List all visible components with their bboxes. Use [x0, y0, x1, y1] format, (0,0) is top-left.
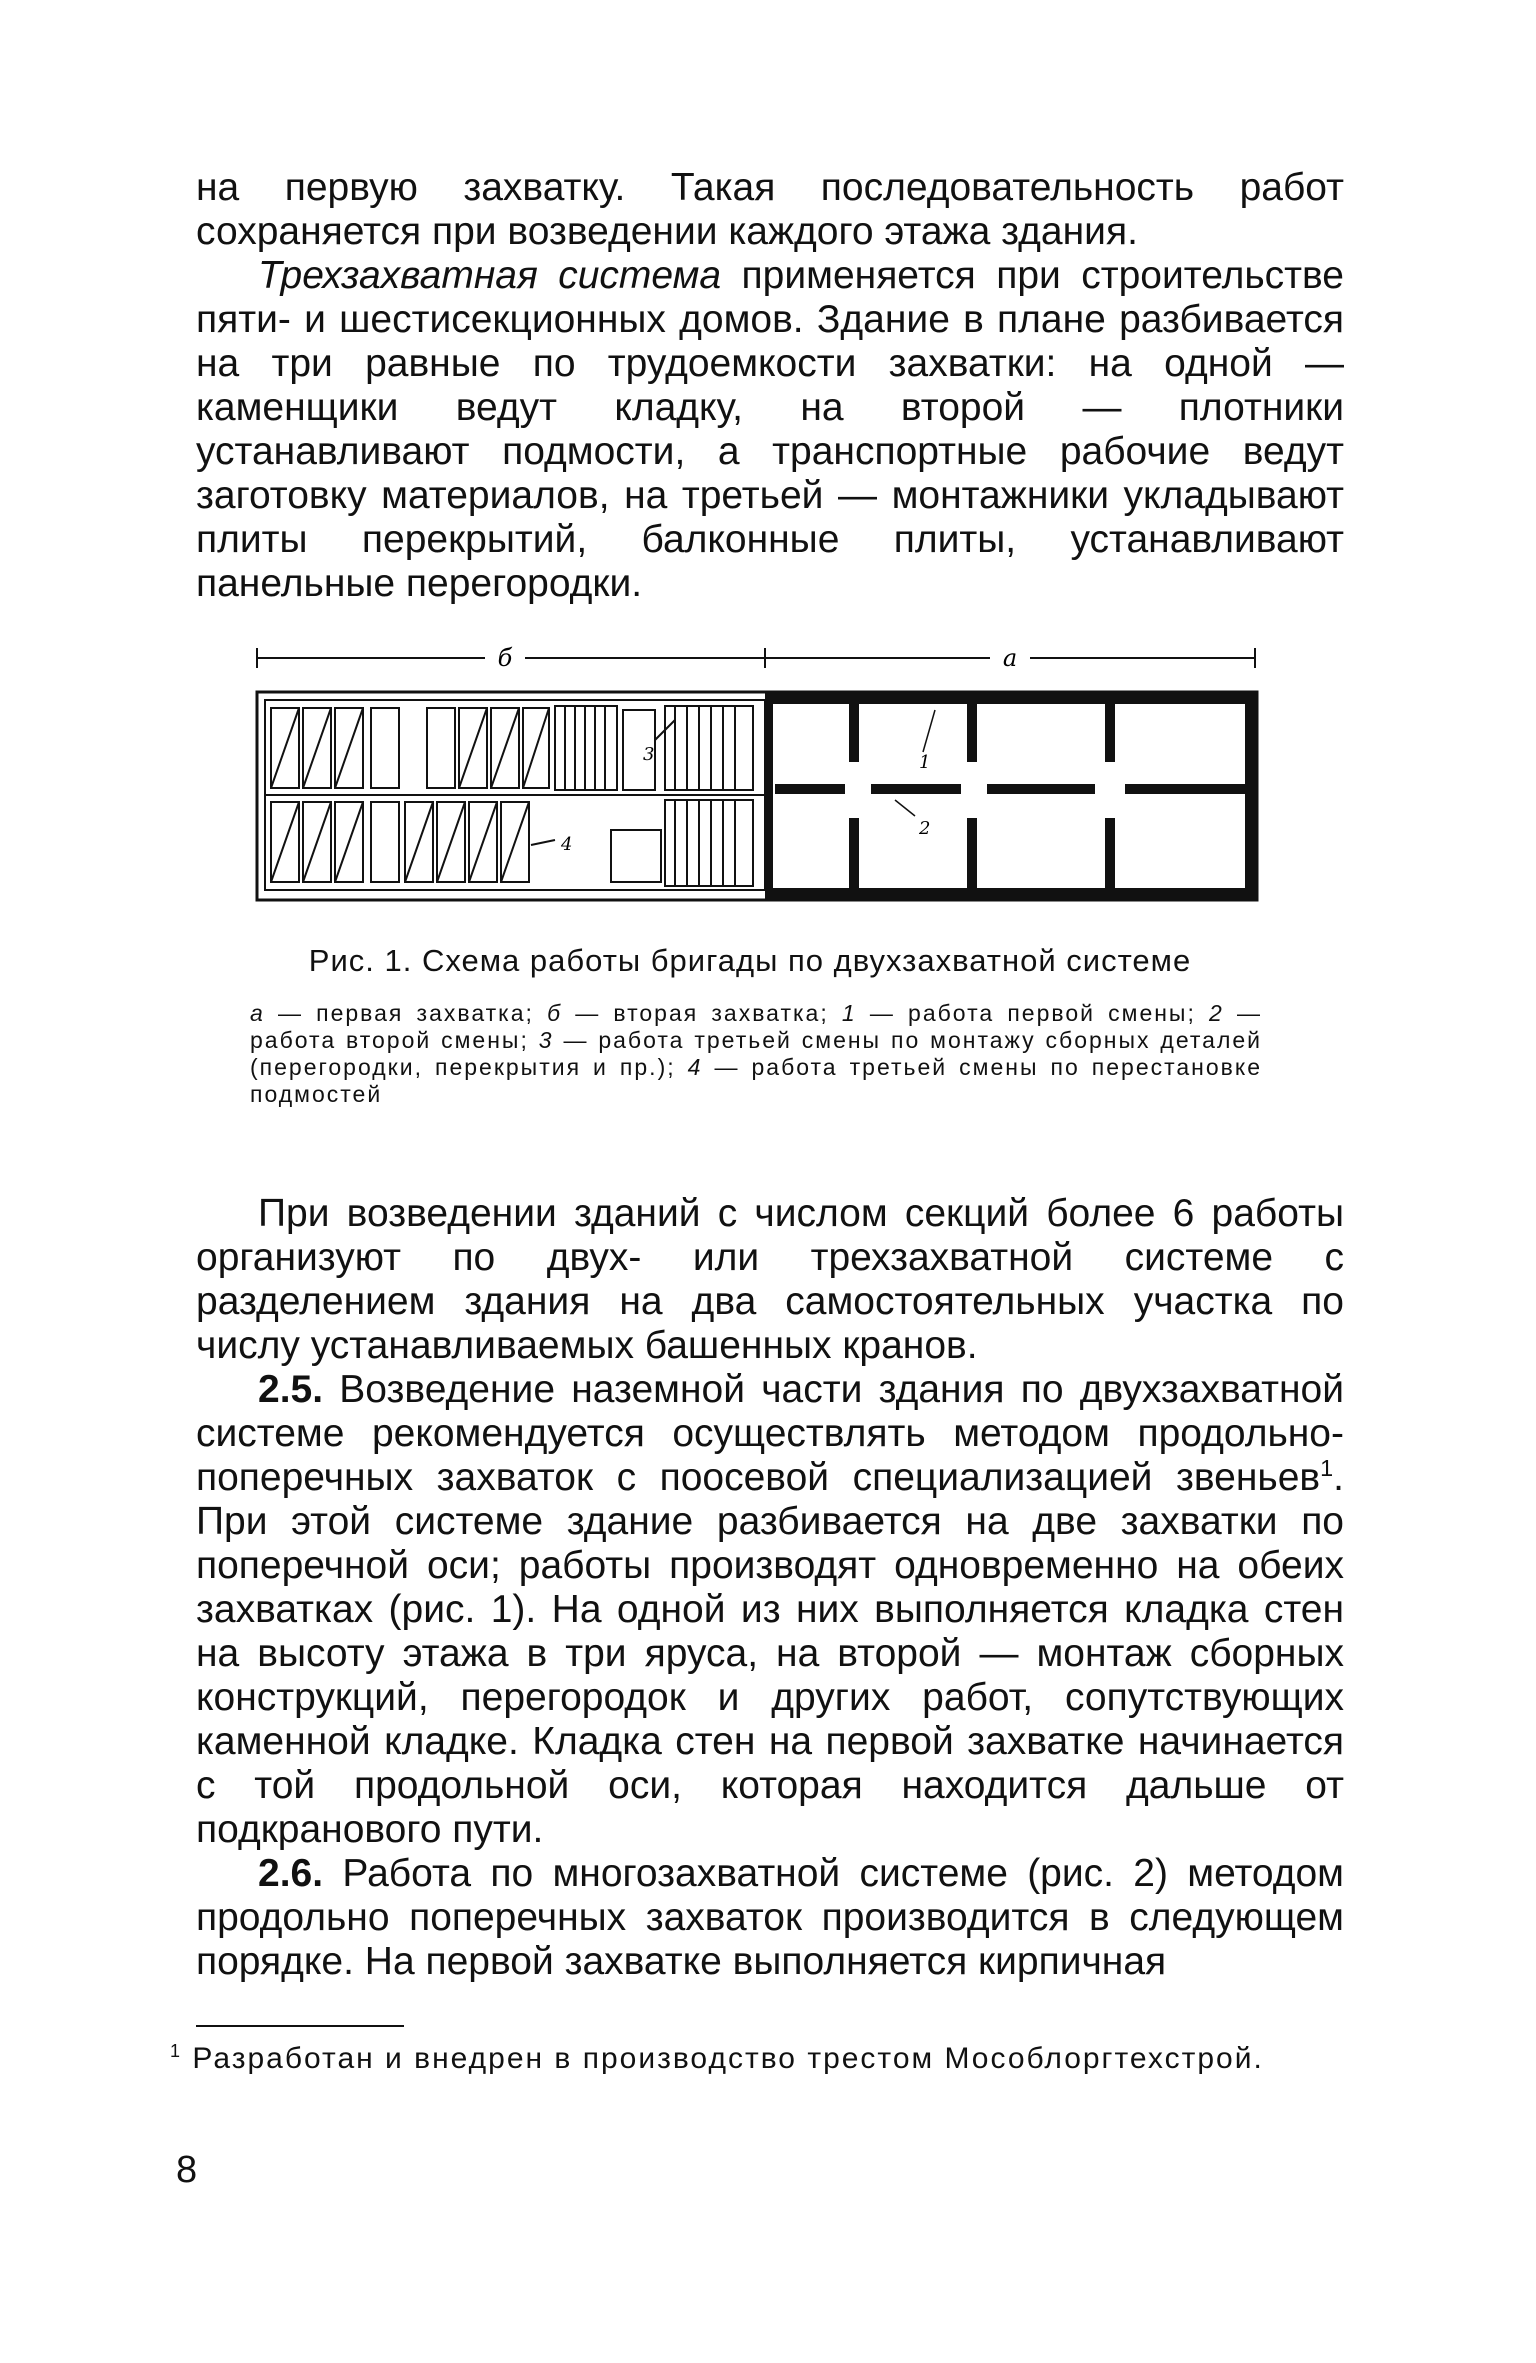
label-a: а [1002, 644, 1018, 672]
label-4: 4 [561, 834, 573, 855]
footnote-divider [196, 2025, 404, 2027]
paragraph-2-5: 2.5. Возведение наземной части здания по двухзахватной системе рекомендуется осуществлять методом продольно-поперечных захваток с поосевой специализацией звеньев$^1$. При этой системе здание разбивается на две захватки по поперечной оси; работы производят одновременно на обеих захватках (рис. 1). На одной из них выполняется кладка стен на высоту этажа в три яруса, на второй — монтаж сборных конструкций, перегородок и других работ, сопутствующих каменной кладке. Кладка стен на первой захватке начинается с той продольной оси, которая находится дальше от подкранового пути. [196, 1368, 1344, 1851]
figure-caption-title: Рис. 1. Схема работы бригады по двухзахватной системе [308, 943, 1192, 978]
label-3: 3 [643, 744, 655, 765]
label-2: 2 [919, 818, 931, 839]
floor-plan-diagram [255, 640, 1271, 910]
paragraph-multi-section: При возведении зданий с числом секций более 6 работы организуют по двух- или трехзахватной системе с разделением здания на два самостоятельных участка по числу устанавливаемых башенных кранов. [196, 1192, 1344, 1367]
footnote: $^1$ Разработан и внедрен в производство трестом Мособлоргтехстрой. [170, 2041, 1264, 2075]
section-number-2-6: 2.6. [258, 1852, 324, 1895]
term-three-section-system: Трехзахватная система [258, 254, 722, 297]
page-number: 8 [176, 2149, 198, 2191]
figure-caption-legend: а — первая захватка; б — вторая захватка; 1 — работа первой смены; 2 — работа второй смены; 3 — работа третьей смены по монтажу сборных деталей (перегородки, перекрытия и пр.); 4 — работа третьей смены по перестановке подмостей [250, 1000, 1263, 1107]
section-number-2-5: 2.5. [258, 1368, 324, 1411]
paragraph-three-section-system: Трехзахватная система применяется при строительстве пяти- и шестисекционных домов. Здание в плане разбивается на три равные по трудоемкости захватки: на одной — каменщики ведут кладку, на второй — плотники устанавливают подмости, а транспортные рабочие ведут заготовку материалов, на третьей — монтажники укладывают плиты перекрытий, балконные плиты, устанавливают панельные перегородки. [196, 254, 1344, 605]
figure-1-floor-plan [255, 640, 1271, 910]
label-b: б [497, 644, 513, 672]
paragraph-continuation: на первую захватку. Такая последовательность работ сохраняется при возведении каждого этажа здания. [196, 166, 1344, 253]
footnote-reference: 1 [1320, 1455, 1334, 1481]
paragraph-2-6: 2.6. Работа по многозахватной системе (рис. 2) методом продольно поперечных захваток производится в следующем порядке. На первой захватке выполняется кирпичная [196, 1852, 1344, 1983]
label-1: 1 [919, 752, 931, 773]
